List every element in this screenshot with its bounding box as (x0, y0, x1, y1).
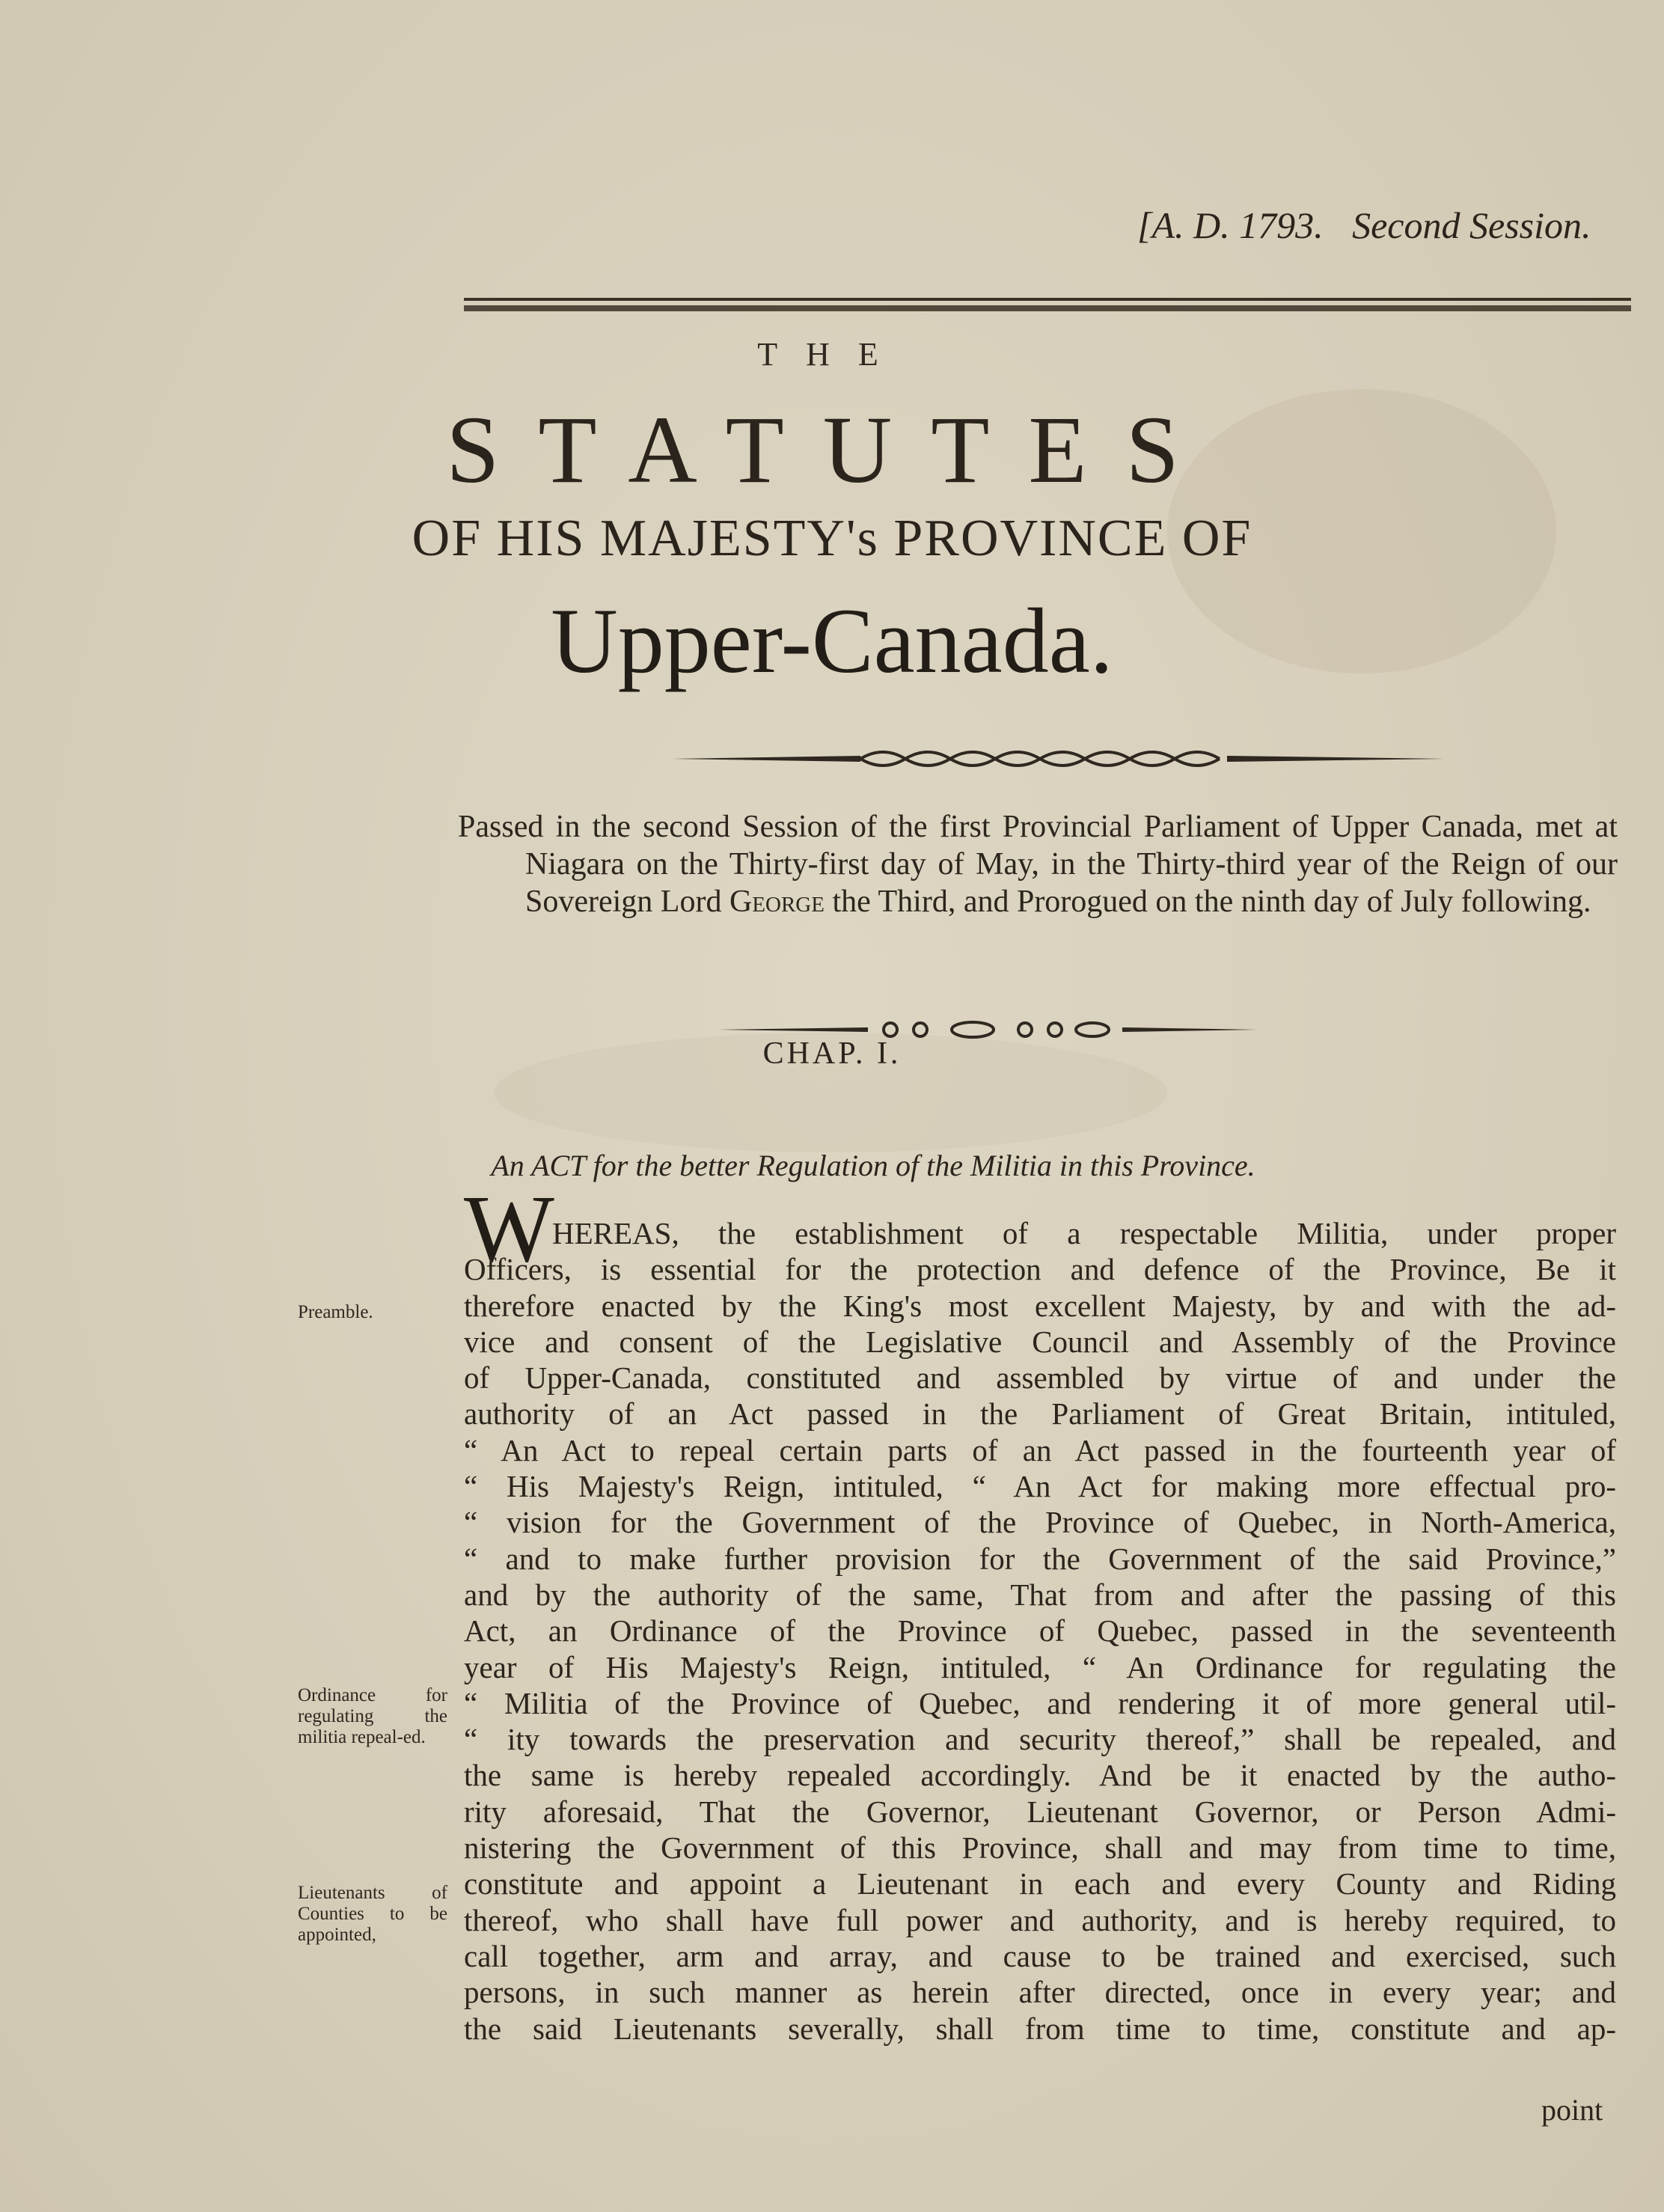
body-line: nistering the Government of this Province, shall and may from time to time, (464, 1830, 1616, 1866)
body-line: the said Lieutenants severally, shall from time to time, constitute and ap- (464, 2011, 1616, 2046)
body-line: and by the authority of the same, That from and after the passing of this (464, 1577, 1616, 1612)
header-double-rule (464, 298, 1631, 314)
header-year: [A. D. 1793. (1137, 204, 1324, 246)
body-line: “ Militia of the Province of Quebec, and rendering it of more general util- (464, 1685, 1616, 1720)
act-body (464, 1215, 1616, 2047)
session-intro (458, 808, 1618, 920)
body-line: thereof, who shall have full power and authority, and is hereby required, to (464, 1902, 1616, 1937)
body-line: Act, an Ordinance of the Province of Quebec, passed in the seventeenth (464, 1613, 1616, 1649)
body-line: “ vision for the Government of the Province of Quebec, in North-America, (464, 1505, 1616, 1540)
body-line: HEREAS, the establishment of a respectable Militia, under proper (552, 1216, 1616, 1250)
body-line: authority of an Act passed in the Parliament of Great Britain, intituled, (464, 1396, 1616, 1432)
body-line: vice and consent of the Legislative Council and Assembly of the Province (464, 1324, 1616, 1359)
intro-king-name: George (729, 885, 825, 919)
header-session: Second Session. (1352, 204, 1591, 246)
body-line: Officers, is essential for the protection and defence of the Province, Be it (464, 1252, 1616, 1287)
drop-cap: W (464, 1176, 554, 1282)
body-line: therefore enacted by the King's most excellent Majesty, by and with the ad- (464, 1288, 1616, 1323)
margin-note-ordinance: Ordinance for regulating the militia repeal-ed. (298, 1685, 447, 1747)
margin-note-preamble: Preamble. (298, 1302, 373, 1322)
body-line: “ An Act to repeal certain parts of an Act passed in the fourteenth year of (464, 1432, 1616, 1467)
title-the: THE (757, 336, 907, 373)
intro-text-1: Passed in the second Session of the first Provincial Parliament of Upper Canada, met at Niagara on the Thirty-first day of May, in the Thirty-third year of the Reign of our Sovereign Lord (458, 810, 1618, 919)
body-line: call together, arm and array, and cause to be trained and exercised, such (464, 1938, 1616, 1973)
catchword: point (1541, 2093, 1603, 2127)
body-line: year of His Majesty's Reign, intituled, “ An Ordinance for regulating the (464, 1649, 1616, 1684)
title-subtitle: OF HIS MAJESTY's PROVINCE OF (412, 510, 1252, 567)
body-line: constitute and appoint a Lieutenant in each and every County and Riding (464, 1866, 1616, 1901)
intro-text-2: the Third, and Prorogued on the ninth day of July following. (824, 885, 1591, 919)
margin-note-lieutenants: Lieutenants of Counties to be appointed, (298, 1883, 447, 1945)
body-line: rity aforesaid, That the Governor, Lieutenant Governor, or Person Admi- (464, 1794, 1616, 1829)
act-title: An ACT for the better Regulation of the Militia in this Province. (491, 1149, 1255, 1182)
body-line: of Upper-Canada, constituted and assembled by virtue of and under the (464, 1360, 1616, 1396)
body-line: persons, in such manner as herein after directed, once in every year; and (464, 1975, 1616, 2010)
running-header (1137, 204, 1646, 247)
title-ornament-rule (0, 744, 1664, 774)
body-line: the same is hereby repealed accordingly. And be it enacted by the autho- (464, 1758, 1616, 1793)
body-line: “ His Majesty's Reign, intituled, “ An Act for making more effectual pro- (464, 1469, 1616, 1504)
title-place: Upper-Canada. (551, 590, 1113, 692)
body-line: “ ity towards the preservation and security thereof,” shall be repealed, and (464, 1722, 1616, 1757)
chapter-heading: CHAP. I. (762, 1036, 902, 1071)
body-line: “ and to make further provision for the Government of the said Province,” (464, 1541, 1616, 1576)
title-main: STATUTES (446, 397, 1218, 503)
